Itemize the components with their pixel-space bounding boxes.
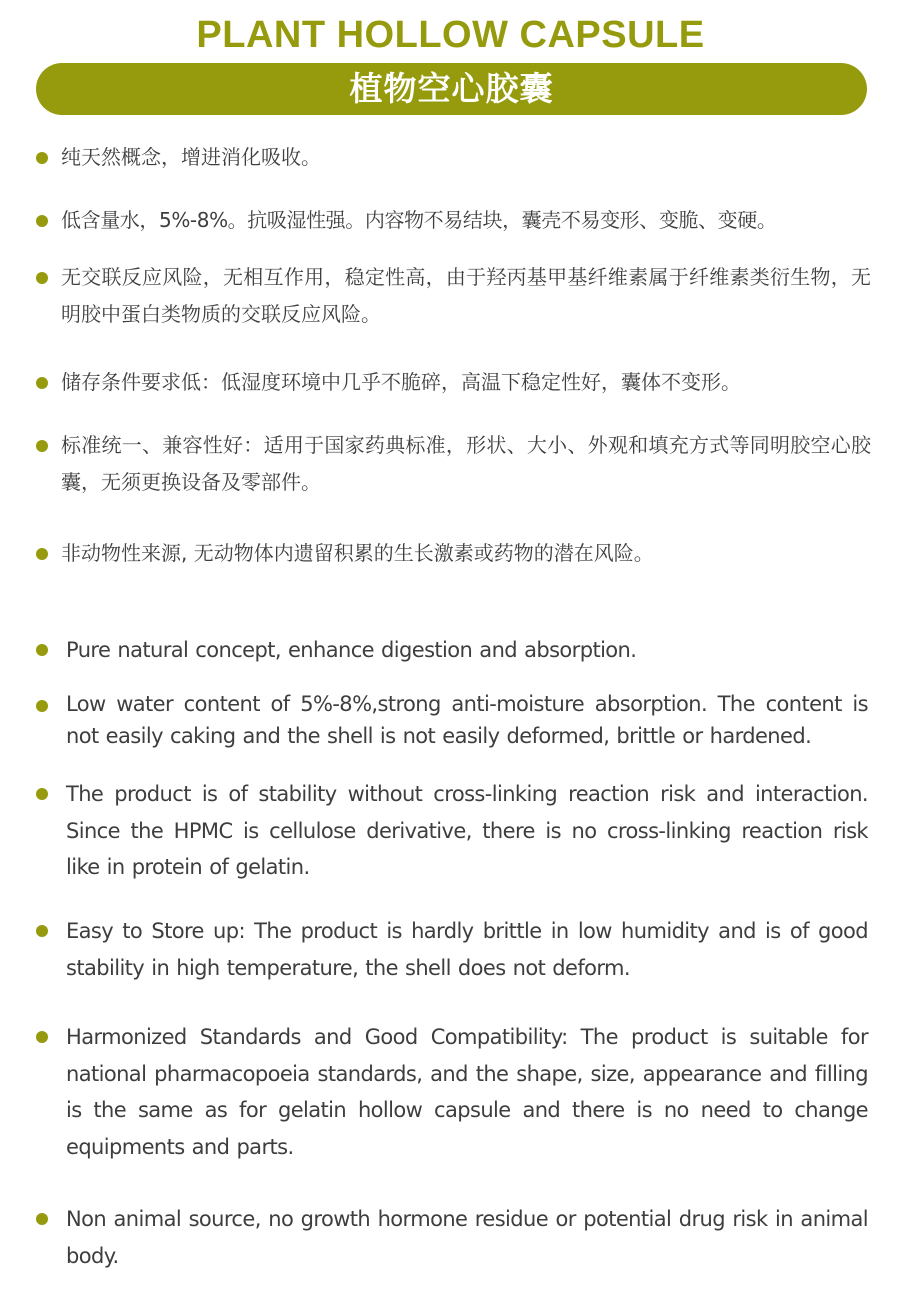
bullet-icon (36, 152, 48, 164)
list-item-text: Pure natural concept, enhance digestion and absorption. (66, 638, 637, 662)
bullet-icon (36, 925, 48, 937)
page-title: PLANT HOLLOW CAPSULE (196, 14, 705, 56)
bullet-icon (36, 377, 48, 389)
bullet-icon (36, 1213, 48, 1225)
bullet-icon (36, 272, 48, 284)
bullet-icon (36, 788, 48, 800)
list-item-text: 储存条件要求低：低湿度环境中几乎不脆碎，高温下稳定性好，囊体不变形。 (61, 370, 741, 394)
list-item-text: Harmonized Standards and Good Compatibility: The product is suitable for national pharmacopoeia standards, and the shape, size, appearance and filling is the same as for gelatin hollow capsule and there is no need to change equipments and parts. (66, 1025, 868, 1159)
bullet-icon (36, 700, 48, 712)
list-item-text: Low water content of 5%-8%,strong anti-moisture absorption. The content is not easily caking and the shell is not easily deformed, brittle or hardened. (66, 692, 868, 748)
list-item-text: 无交联反应风险，无相互作用，稳定性高，由于羟丙基甲基纤维素属于纤维素类衍生物，无明胶中蛋白类物质的交联反应风险。 (61, 265, 871, 326)
bullet-icon (36, 644, 48, 656)
list-item-text: 纯天然概念，增进消化吸收。 (61, 145, 321, 169)
bullet-icon (36, 1031, 48, 1043)
bullet-icon (36, 548, 48, 560)
title-banner (36, 63, 867, 115)
list-item-text: Easy to Store up: The product is hardly brittle in low humidity and is of good stability in high temperature, the shell does not deform. (66, 919, 868, 980)
list-item-text: The product is of stability without cross-linking reaction risk and interaction. Since the HPMC is cellulose derivative, there is no cross-linking reaction risk like in protein of gelatin. (66, 782, 868, 879)
bullet-icon (36, 215, 48, 227)
list-item-text: 非动物性来源, 无动物体内遗留积累的生长激素或药物的潜在风险。 (61, 541, 654, 565)
list-item-text: 低含量水，5%-8%。抗吸湿性强。内容物不易结块，囊壳不易变形、变脆、变硬。 (61, 208, 777, 232)
page-subtitle-cn: 植物空心胶囊 (349, 69, 554, 108)
bullet-icon (36, 440, 48, 452)
list-item-text: 标准统一、兼容性好：适用于国家药典标准，形状、大小、外观和填充方式等同明胶空心胶囊，无须更换设备及零部件。 (61, 433, 871, 494)
list-item-text: Non animal source, no growth hormone residue or potential drug risk in animal body. (66, 1207, 868, 1268)
